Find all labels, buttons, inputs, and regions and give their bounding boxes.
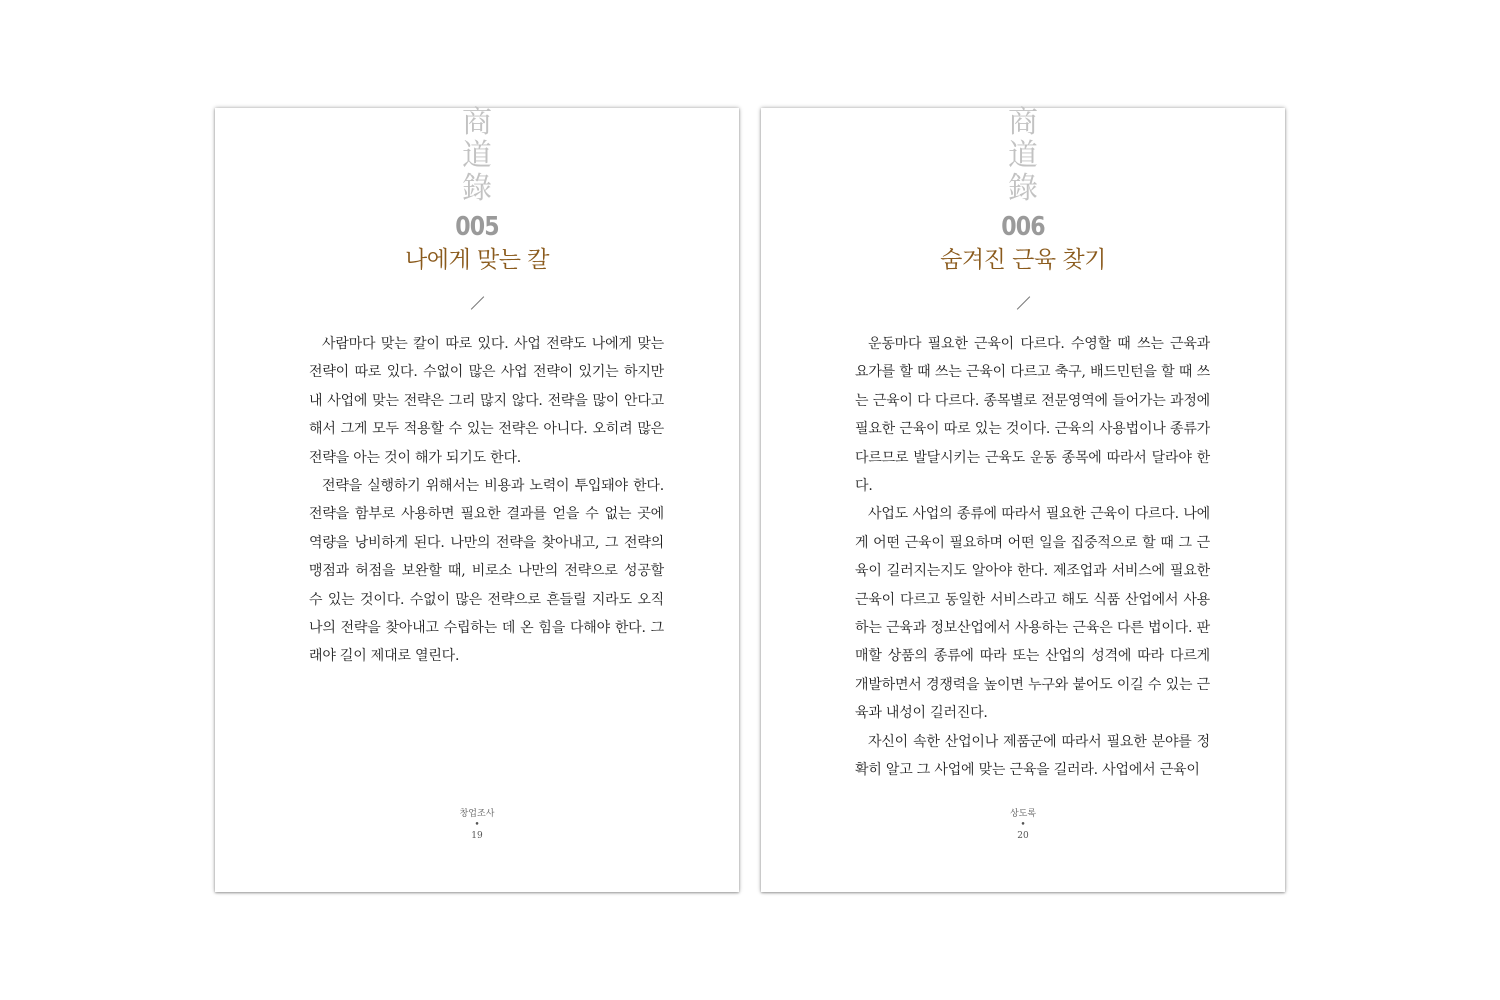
right-page [761, 105, 1285, 892]
chapter-title: 나에게 맞는 칼 [405, 247, 549, 273]
divider-slash [1017, 296, 1030, 309]
hanja-char: 商 [1008, 105, 1038, 140]
paragraph: 운동마다 필요한 근육이 다르다. 수영할 때 쓰는 근육과 요가를 할 때 쓰는 근육이 다르고 축구, 배드민턴을 할 때 쓰는 근육이 다 다르다. 종목별로 전문영역에 들어가는 과정에 필요한 근육이 따로 있는 것이다. 근육의 사용법이나 종류가 다르므로 발달시키는 근육도 운동 종목에 따라서 달라야 한다. [855, 336, 1210, 495]
hanja-char: 商 [462, 105, 492, 140]
chapter-number: 005 [455, 212, 499, 242]
hanja-title [761, 106, 1285, 205]
footer-dot: • [474, 820, 480, 830]
hanja-title [215, 106, 739, 205]
hanja-char: 錄 [462, 171, 492, 206]
paragraph: 자신이 속한 산업이나 제품군에 따라서 필요한 분야를 정확히 알고 그 사업에 맞는 근육을 길러라. 사업에서 근육이 [855, 733, 1210, 779]
footer-label: 상도록 [1009, 809, 1037, 819]
paragraph: 사업도 사업의 종류에 따라서 필요한 근육이 다르다. 나에게 어떤 근육이 필요하며 어떤 일을 집중적으로 할 때 그 근육이 길러지는지도 알아야 한다. 제조업과 서비스에 필요한 근육이 다르고 동일한 서비스라고 해도 식품 산업에서 사용하는 근육과 정보산업에서 사용하는 근육은 다른 법이다. 판매할 상품의 종류에 따라 또는 산업의 성격에 따라 다르게 개발하면서 경쟁력을 높이면 누구와 붙어도 이길 수 있는 근육과 내성이 길러진다. [855, 506, 1210, 722]
body-text [855, 330, 1210, 785]
body-text [309, 330, 664, 671]
page-number: 20 [1017, 831, 1029, 841]
footer-label: 창업조사 [459, 809, 495, 819]
page-footer [761, 808, 1285, 842]
left-page [215, 105, 739, 892]
paragraph: 사람마다 맞는 칼이 따로 있다. 사업 전략도 나에게 맞는 전략이 따로 있다. 수없이 많은 사업 전략이 있기는 하지만 내 사업에 맞는 전략은 그리 많지 않다. 전략을 많이 안다고 해서 그게 모두 적용할 수 있는 전략은 아니다. 오히려 많은 전략을 아는 것이 해가 되기도 한다. [309, 336, 664, 466]
divider-slash [471, 296, 484, 309]
chapter-number: 006 [1001, 212, 1045, 242]
footer-dot: • [1020, 820, 1026, 830]
hanja-char: 錄 [1008, 171, 1038, 206]
paragraph: 전략을 실행하기 위해서는 비용과 노력이 투입돼야 한다. 전략을 함부로 사용하면 필요한 결과를 얻을 수 없는 곳에 역량을 낭비하게 된다. 나만의 전략을 찾아내고, 그 전략의 맹점과 허점을 보완할 때, 비로소 나만의 전략으로 성공할 수 있는 것이다. 수없이 많은 전략으로 흔들릴 지라도 오직 나의 전략을 찾아내고 수립하는 데 온 힘을 다해야 한다. 그래야 길이 제대로 열린다. [309, 478, 664, 665]
chapter-title: 숨겨진 근육 찾기 [940, 247, 1106, 273]
page-footer [215, 808, 739, 842]
hanja-char: 道 [1008, 138, 1038, 173]
page-number: 19 [471, 831, 483, 841]
hanja-char: 道 [462, 138, 492, 173]
